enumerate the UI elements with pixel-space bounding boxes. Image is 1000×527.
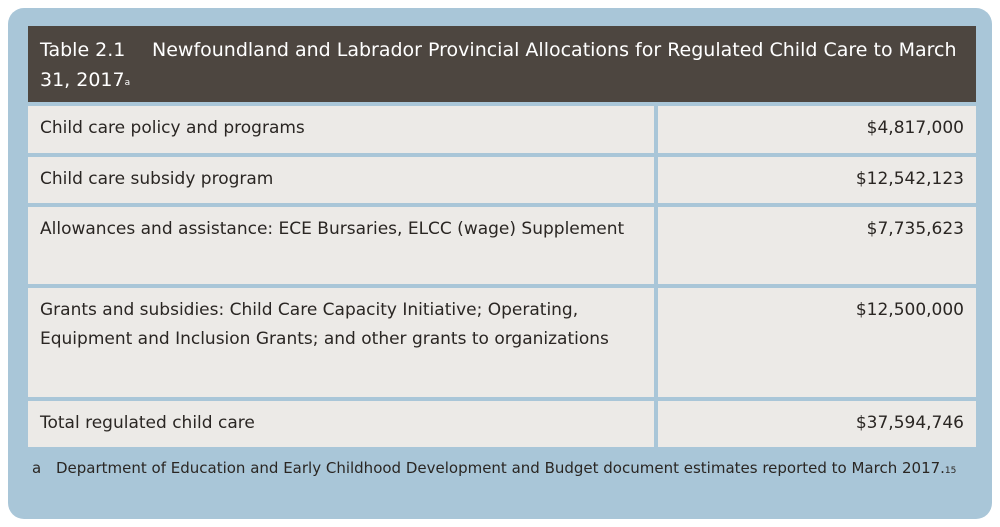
row-value: $12,500,000 — [658, 288, 976, 397]
row-label: Child care subsidy program — [28, 157, 654, 203]
title-footnote-marker: a — [124, 78, 131, 88]
footnote-marker: a — [32, 459, 42, 477]
row-label: Total regulated child care — [28, 401, 654, 447]
row-label: Child care policy and programs — [28, 106, 654, 153]
row-label: Grants and subsidies: Child Care Capacity Initiative; Operating, Equipment and Inclusion Grants; and other grants to organizations — [28, 288, 654, 397]
row-value: $7,735,623 — [658, 207, 976, 284]
row-value: $4,817,000 — [658, 106, 976, 153]
row-value: $12,542,123 — [658, 157, 976, 203]
table-row — [28, 207, 976, 284]
table-title: Newfoundland and Labrador Provincial Allocations for Regulated Child Care to March 31, 2017 — [40, 39, 957, 91]
table-title-bar — [28, 26, 976, 102]
row-label: Allowances and assistance: ECE Bursaries, ELCC (wage) Supplement — [28, 207, 654, 284]
table-number: Table 2.1 — [40, 39, 126, 61]
table-row — [28, 157, 976, 203]
table-row — [28, 106, 976, 153]
footnote-reference: 15 — [944, 466, 957, 476]
table-row-total — [28, 401, 976, 447]
footnote-text: Department of Education and Early Childhood Development and Budget document estimates reported to March 2017. — [56, 459, 945, 477]
row-value: $37,594,746 — [658, 401, 976, 447]
table-row — [28, 288, 976, 397]
footnote-text-wrap — [56, 457, 972, 479]
